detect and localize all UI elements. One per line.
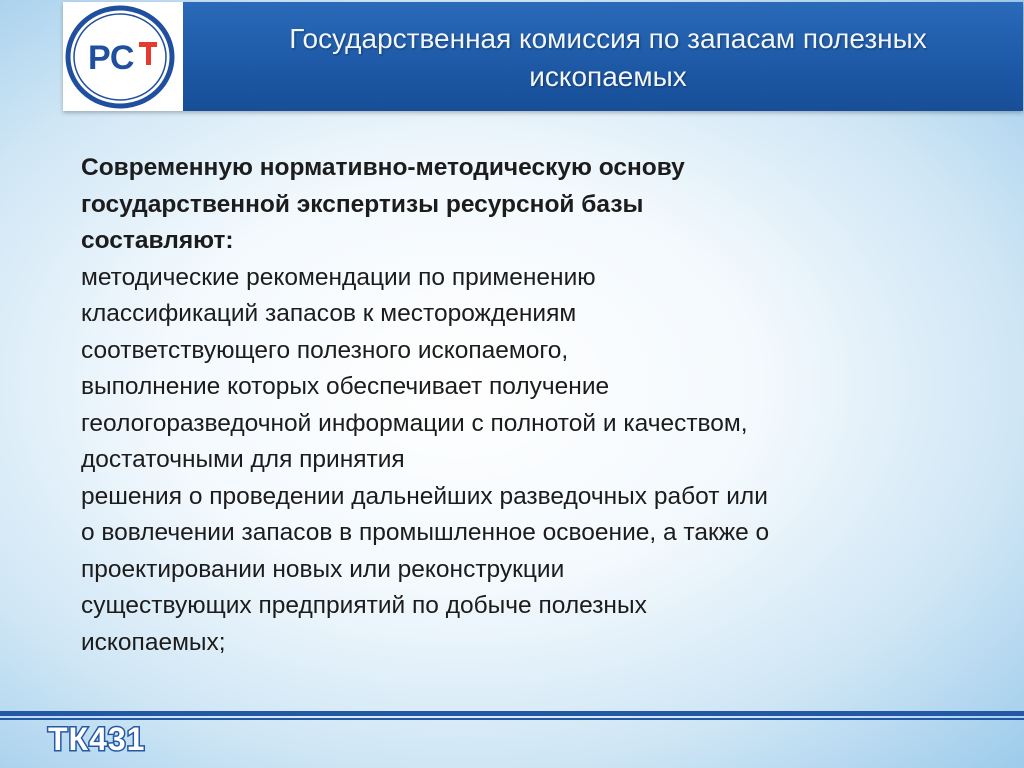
body-line-9: проектировании новых или реконструкции xyxy=(81,555,565,583)
body-line-10: существующих предприятий по добыче полезных xyxy=(81,592,647,619)
body-line-2: классификаций запасов к месторождениям xyxy=(81,300,577,327)
body-line-3: соответствующего полезного ископаемого, xyxy=(81,336,569,364)
body-line-5: геологоразведочной информации с полнотой и качеством, xyxy=(81,409,748,437)
footer-divider xyxy=(0,711,1024,716)
tk431-logo-icon xyxy=(46,722,186,756)
body-line-6: достаточными для принятия xyxy=(81,446,405,473)
body-line-8: о вовлечении запасов в промышленное освоение, а также о xyxy=(81,519,770,546)
body-line-7: решения о проведении дальнейших разведочных работ или xyxy=(81,482,768,510)
page-title-line-1: Государственная комиссия по запасам полезных xyxy=(289,23,927,54)
body-line-1: методические рекомендации по применению xyxy=(81,263,596,291)
page-title xyxy=(203,20,1013,96)
tk431-logo xyxy=(46,722,186,761)
svg-text:ТК431: ТК431 xyxy=(48,722,146,756)
intro-line-2: государственной экспертизы ресурсной базы xyxy=(81,190,644,218)
rst-logo-icon xyxy=(63,2,183,111)
intro-line-1: Современную нормативно-методическую основу xyxy=(81,154,685,181)
footer-divider-thin xyxy=(0,718,1024,720)
body-line-4: выполнение которых обеспечивает получение xyxy=(81,373,610,400)
page-title-line-2: ископаемых xyxy=(529,61,687,92)
intro-line-3: составляют: xyxy=(81,227,234,254)
header-banner xyxy=(63,2,1023,111)
rst-logo xyxy=(63,2,183,111)
main-text xyxy=(81,150,981,661)
svg-text:РС: РС xyxy=(88,39,135,77)
body-line-11: ископаемых; xyxy=(81,628,226,656)
